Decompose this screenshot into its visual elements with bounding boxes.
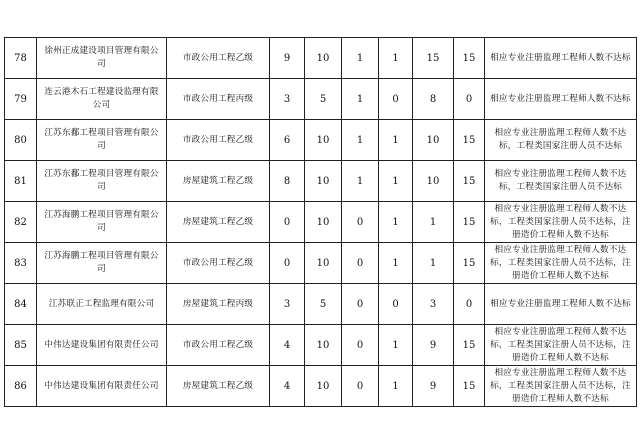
required-cell: 1 (379, 243, 413, 284)
count-cell: 1 (342, 38, 379, 79)
qualification-level: 市政公用工程乙级 (167, 120, 270, 161)
count-cell: 0 (342, 202, 379, 243)
qualification-level: 房屋建筑工程丙级 (167, 284, 270, 325)
table-row (5, 38, 637, 79)
company-name: 江苏海鹏工程项目管理有限公司 (37, 202, 167, 243)
count-cell: 9 (413, 366, 454, 407)
count-cell: 0 (342, 325, 379, 366)
row-number: 83 (5, 243, 37, 284)
count-cell: 8 (413, 79, 454, 120)
required-cell: 10 (305, 202, 342, 243)
required-cell: 5 (305, 284, 342, 325)
count-cell: 3 (270, 284, 305, 325)
count-cell: 10 (413, 120, 454, 161)
table-row (5, 243, 637, 284)
deficiency-note: 相应专业注册监理工程师人数不达标，工程类国家注册人员不达标，注册造价工程师人数不达标 (485, 325, 637, 366)
required-cell: 15 (454, 202, 485, 243)
required-cell: 10 (305, 38, 342, 79)
qualification-level: 市政公用工程丙级 (167, 79, 270, 120)
table-row (5, 120, 637, 161)
qualification-level: 市政公用工程乙级 (167, 243, 270, 284)
required-cell: 0 (379, 79, 413, 120)
table-row (5, 325, 637, 366)
company-name: 江苏海鹏工程项目管理有限公司 (37, 243, 167, 284)
count-cell: 1 (342, 161, 379, 202)
qualification-level: 房屋建筑工程乙级 (167, 202, 270, 243)
required-cell: 15 (454, 243, 485, 284)
required-cell: 15 (454, 366, 485, 407)
deficiency-note: 相应专业注册监理工程师人数不达标 (485, 38, 637, 79)
required-cell: 10 (305, 120, 342, 161)
count-cell: 0 (342, 366, 379, 407)
required-cell: 10 (305, 161, 342, 202)
required-cell: 15 (454, 120, 485, 161)
required-cell: 1 (379, 325, 413, 366)
table-row (5, 366, 637, 407)
deficiency-note: 相应专业注册监理工程师人数不达标，工程类国家注册人员不达标，注册造价工程师人数不达标 (485, 202, 637, 243)
required-cell: 0 (454, 79, 485, 120)
required-cell: 1 (379, 161, 413, 202)
table-row (5, 202, 637, 243)
required-cell: 1 (379, 366, 413, 407)
count-cell: 1 (413, 202, 454, 243)
deficiency-note: 相应专业注册监理工程师人数不达标 (485, 79, 637, 120)
required-cell: 15 (454, 325, 485, 366)
company-name: 江苏联正工程监理有限公司 (37, 284, 167, 325)
count-cell: 4 (270, 366, 305, 407)
table-row (5, 284, 637, 325)
deficiency-note: 相应专业注册监理工程师人数不达标，工程类国家注册人员不达标 (485, 161, 637, 202)
row-number: 81 (5, 161, 37, 202)
required-cell: 5 (305, 79, 342, 120)
deficiency-note: 相应专业注册监理工程师人数不达标 (485, 284, 637, 325)
count-cell: 1 (342, 120, 379, 161)
required-cell: 1 (379, 38, 413, 79)
row-number: 79 (5, 79, 37, 120)
count-cell: 0 (270, 243, 305, 284)
required-cell: 15 (454, 161, 485, 202)
count-cell: 1 (413, 243, 454, 284)
row-number: 85 (5, 325, 37, 366)
company-name: 徐州正成建设项目管理有限公司 (37, 38, 167, 79)
count-cell: 0 (270, 202, 305, 243)
company-name: 江苏东鄱工程项目管理有限公司 (37, 161, 167, 202)
deficiency-note: 相应专业注册监理工程师人数不达标，工程类国家注册人员不达标，注册造价工程师人数不达标 (485, 243, 637, 284)
count-cell: 0 (342, 243, 379, 284)
count-cell: 9 (270, 38, 305, 79)
table-body (5, 38, 637, 407)
required-cell: 10 (305, 366, 342, 407)
required-cell: 15 (454, 38, 485, 79)
qualification-level: 市政公用工程乙级 (167, 38, 270, 79)
count-cell: 15 (413, 38, 454, 79)
row-number: 84 (5, 284, 37, 325)
qualification-level: 房屋建筑工程乙级 (167, 161, 270, 202)
count-cell: 9 (413, 325, 454, 366)
deficiency-note: 相应专业注册监理工程师人数不达标，工程类国家注册人员不达标，注册造价工程师人数不达标 (485, 366, 637, 407)
required-cell: 0 (379, 284, 413, 325)
required-cell: 10 (305, 325, 342, 366)
row-number: 82 (5, 202, 37, 243)
row-number: 78 (5, 38, 37, 79)
company-name: 江苏东鄱工程项目管理有限公司 (37, 120, 167, 161)
row-number: 86 (5, 366, 37, 407)
count-cell: 0 (342, 284, 379, 325)
count-cell: 4 (270, 325, 305, 366)
count-cell: 1 (342, 79, 379, 120)
count-cell: 3 (270, 79, 305, 120)
count-cell: 3 (413, 284, 454, 325)
table-row (5, 161, 637, 202)
enterprise-table (4, 37, 637, 407)
count-cell: 8 (270, 161, 305, 202)
table-row (5, 79, 637, 120)
company-name: 连云港木石工程建设监理有限公司 (37, 79, 167, 120)
row-number: 80 (5, 120, 37, 161)
count-cell: 10 (413, 161, 454, 202)
deficiency-note: 相应专业注册监理工程师人数不达标，工程类国家注册人员不达标 (485, 120, 637, 161)
company-name: 中伟达建设集团有限责任公司 (37, 325, 167, 366)
company-name: 中伟达建设集团有限责任公司 (37, 366, 167, 407)
required-cell: 10 (305, 243, 342, 284)
required-cell: 0 (454, 284, 485, 325)
count-cell: 6 (270, 120, 305, 161)
required-cell: 1 (379, 120, 413, 161)
qualification-level: 市政公用工程乙级 (167, 325, 270, 366)
required-cell: 1 (379, 202, 413, 243)
qualification-level: 房屋建筑工程乙级 (167, 366, 270, 407)
